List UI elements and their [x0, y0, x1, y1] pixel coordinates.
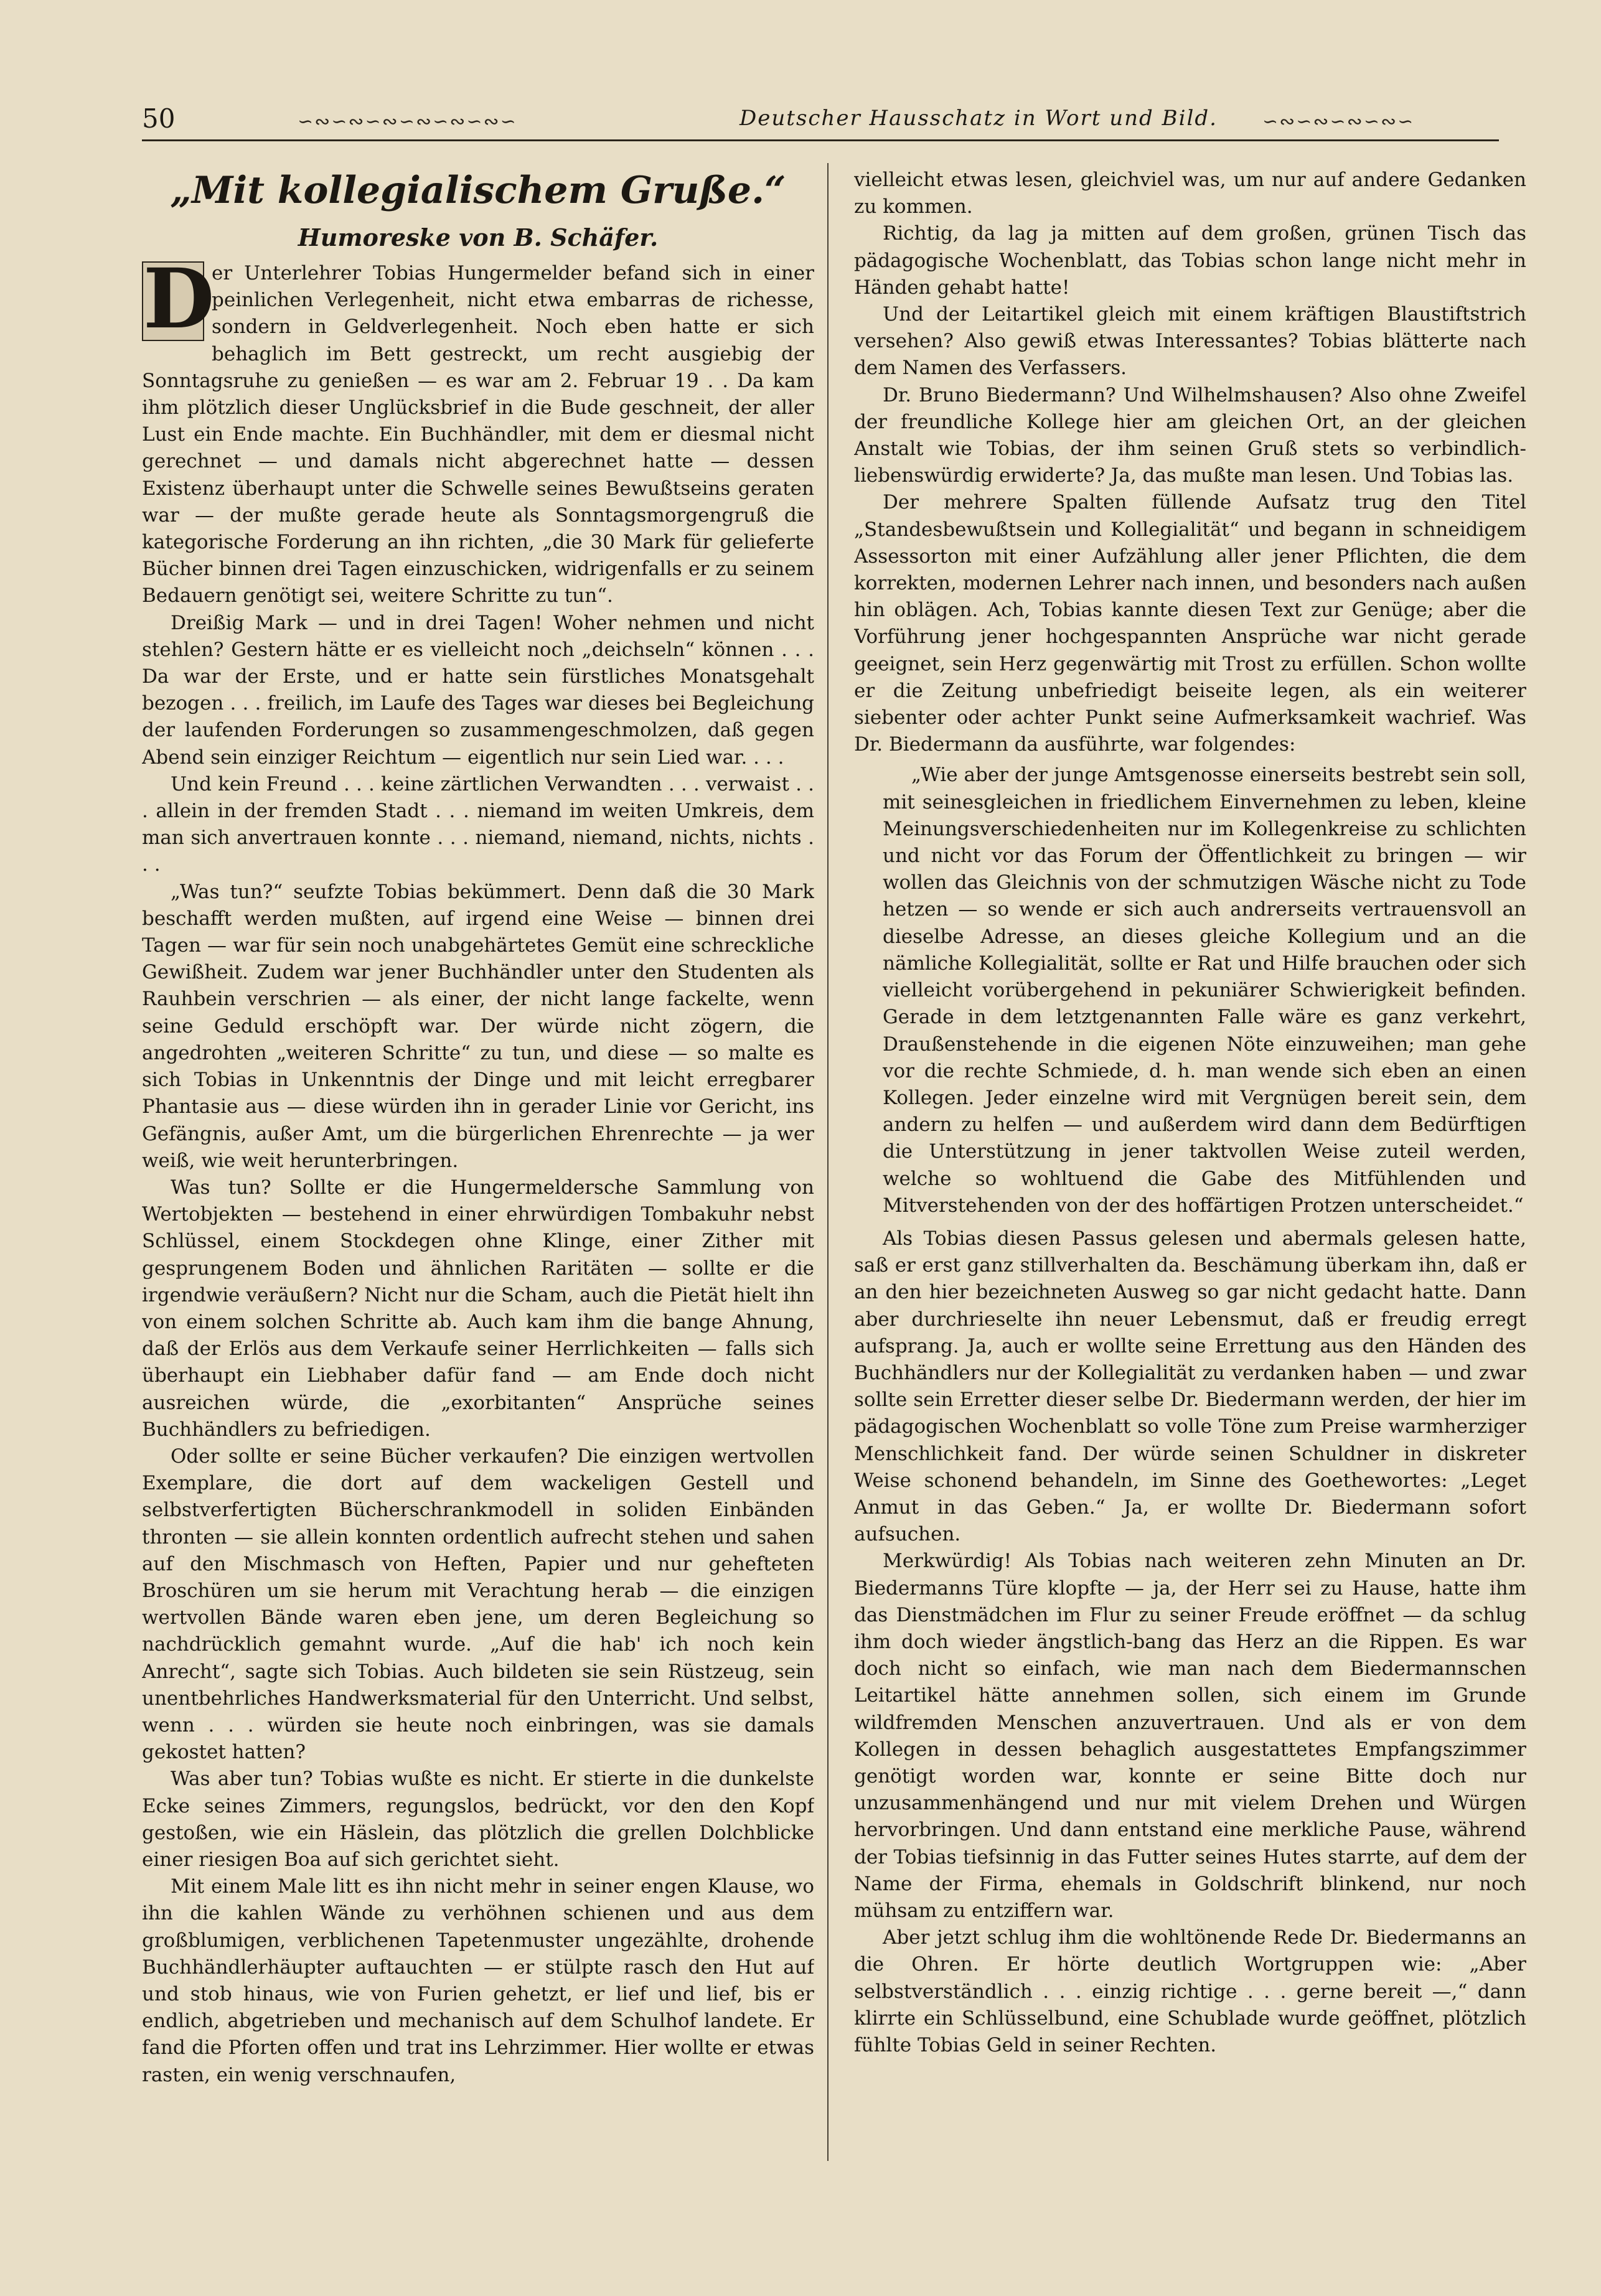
- story-title: „Mit kollegialischem Gruße.“: [170, 169, 786, 212]
- drop-cap: D: [143, 251, 215, 347]
- paragraph: Und der Leitartikel gleich mit einem kräftigen Blaustiftstrich versehen? Also gewiß etwas Interessantes? Tobias blätterte nach dem Namen des Verfassers.: [854, 303, 1526, 380]
- paragraph: Merkwürdig! Als Tobias nach weiteren zehn Minuten an Dr. Biedermanns Türe klopfte — ja, der Herr sei zu Hause, hatte ihm das Dienstmädchen im Flur zu seiner Freude eröffnet — da schlug ihm doch wieder ängstlich-bang das Herz an die Rippen. Es war doch nicht so einfach, wie man nach dem Biedermannschen Leitartikel hätte annehmen sollen, sich einem im Grunde wildfremden Menschen anzuvertrauen. Und als er von dem Kollegen in dessen behaglich ausgestattetes Empfangszimmer genötigt worden war, konnte er seine Bitte doch nur unzusammenhängend und nur mit vielem Drehen und Würgen hervorbringen. Und dann entstand eine merkliche Pause, während der Tobias tiefsinnig in das Futter seines Hutes starrte, auf dem der Name der Firma, ehemals in Goldschrift blinkend, nur noch mühsam zu entziffern war.: [854, 1550, 1526, 1922]
- story-byline: Humoreske von B. Schäfer.: [298, 223, 659, 251]
- paragraph: Und kein Freund . . . keine zärtlichen Verwandten . . . verwaist . . . allein in der fremden Stadt . . . niemand im weiten Umkreis, dem man sich anvertrauen konnte . . . niemand, niemand, nichts, nichts . . .: [142, 772, 814, 876]
- paragraph: Was aber tun? Tobias wußte es nicht. Er stierte in die dunkelste Ecke seines Zimmers, regungslos, bedrückt, vor den den Kopf gestoßen, wie ein Häslein, das plötzlich die grellen Dolchblicke einer riesigen Boa auf sich gerichtet sieht.: [142, 1768, 814, 1871]
- paragraph: Oder sollte er seine Bücher verkaufen? Die einzigen wertvollen Exemplare, die dort auf dem wackeligen Gestell und selbstverfertigten Bücherschrankmodell in soliden Einbänden thronten — sie allein konnten ordentlich aufrecht stehen und sahen auf den Mischmasch von Heften, Papier und nur gehefteten Broschüren um sie herum mit Verachtung herab — die einzigen wertvollen Bände waren eben jene, um deren Begleichung so nachdrücklich gemahnt wurde. „Auf die hab' ich noch kein Anrecht“, sagte sich Tobias. Auch bildeten sie sein Rüstzeug, sein unentbehrliches Handwerksmaterial für den Unterricht. Und selbst, wenn . . . würden sie heute noch einbringen, was sie damals gekostet hatten?: [142, 1445, 814, 1764]
- paragraph: Dreißig Mark — und in drei Tagen! Woher nehmen und nicht stehlen? Gestern hätte er es vielleicht noch „deichseln“ können . . . Da war der Erste, und er hatte sein fürstliches Monatsgehalt bezogen . . . freilich, im Laufe des Tages war dieses bei Begleichung der laufenden Forderungen so zusammengeschmolzen, daß gegen Abend sein einziger Reichtum — eigentlich nur sein Lied war. . . .: [142, 611, 814, 769]
- column-divider: [827, 163, 829, 2161]
- quote-text: „Wie aber der junge Amtsgenosse einerseits bestrebt sein soll, mit seinesgleichen in friedlichem Einvernehmen zu leben, kleine Meinungsverschiedenheiten nur im Kollegenkreise zu schlichten und nicht vor das Forum der Öffentlichkeit zu bringen — wir wollen das Gleichnis von der schmutzigen Wäsche nicht zu Tode hetzen — so wende er sich auch andrerseits vertrauensvoll an dieselbe Adresse, an dieses gleiche Kollegium und an die nämliche Kollegialität, sollte er Rat und Hilfe brauchen oder sich vielleicht vorübergehend in pekuniärer Schwierigkeit befinden. Gerade in dem letztgenannten Falle wäre es ganz verkehrt, Draußenstehende in die eigenen Nöte einzuweihen; man gehe vor die rechte Schmiede, d. h. man wende sich eben an einen Kollegen. Jeder einzelne wird mit Vergnügen bereit sein, dem andern zu helfen — und außerdem wird dann dem Bedürftigen die Unterstützung in jener taktvollen Weise zuteil werden, welche so wohltuend die Gabe des Mitfühlenden und Mitverstehenden von der des hoffärtigen Protzen unterscheidet.“: [883, 764, 1526, 1217]
- ornament-right: ∽∾∽∾∽∾∽∾∽: [1262, 111, 1415, 133]
- paragraph: Aber jetzt schlug ihm die wohltönende Rede Dr. Biedermanns an die Ohren. Er hörte deutlich Wortgruppen wie: „Aber selbstverständlich . . . einzig richtige . . . gerne bereit —,“ dann klirrte ein Schlüsselbund, eine Schublade wurde geöffnet, plötzlich fühlte Tobias Geld in seiner Rechten.: [854, 1926, 1526, 2057]
- paragraph: [142, 251, 814, 610]
- paragraph: „Was tun?“ seufzte Tobias bekümmert. Denn daß die 30 Mark beschafft werden mußten, auf irgend eine Weise — binnen drei Tagen — war für sein noch unabgehärtetes Gemüt eine schreckliche Gewißheit. Zudem war jener Buchhändler unter den Studenten als Rauhbein verschrien — als einer, der nicht lange fackelte, wenn seine Geduld erschöpft war. Der würde nicht zögern, die angedrohten „weiteren Schritte“ zu tun, und diese — so malte es sich Tobias in Unkenntnis der Dinge und mit leicht erregbarer Phantasie aus — diese würden ihn in gerader Linie vor Gericht, ins Gefängnis, außer Amt, um die bürgerlichen Ehrenrechte — ja wer weiß, wie weit herunterbringen.: [142, 880, 814, 1172]
- running-title: Deutscher Hausschatz in Wort und Bild.: [739, 106, 1218, 131]
- paragraph: vielleicht etwas lesen, gleichviel was, um nur auf andere Gedanken zu kommen.: [854, 169, 1526, 218]
- paragraph: Der mehrere Spalten füllende Aufsatz trug den Titel „Standesbewußtsein und Kollegialität“ und begann in schneidigem Assessorton mit einer Aufzählung aller jener Pflichten, die dem korrekten, modernen Lehrer nach innen, und besonders nach außen hin oblägen. Ach, Tobias kannte diesen Text zur Genüge; aber die Vorführung jener hochgespannten Ansprüche war nicht gerade geeignet, sein Herz gegenwärtig mit Trost zu erfüllen. Schon wollte er die Zeitung unbefriedigt beiseite legen, als ein weiterer siebenter oder achter Punkt seine Aufmerksamkeit wachrief. Was Dr. Biedermann da ausführte, war folgendes:: [854, 491, 1526, 756]
- paragraph: Richtig, da lag ja mitten auf dem großen, grünen Tisch das pädagogische Wochenblatt, das Tobias schon lange nicht mehr in Händen gehabt hatte!: [854, 222, 1526, 299]
- ornament-left: ∽∾∽∾∽∾∽∾∽∾∽∾∽: [298, 111, 517, 133]
- left-column: [142, 156, 814, 2166]
- paragraph: Mit einem Male litt es ihn nicht mehr in seiner engen Klause, wo ihn die kahlen Wände zu verhöhnen schienen und aus dem großblumigen, verblichenen Tapetenmuster ungezählte, drohende Buchhändlerhäupter auftauchten — er stülpte rasch den Hut auf und stob hinaus, wie von Furien gehetzt, er lief und lief, bis er endlich, abgetrieben und mechanisch auf dem Schulhof landete. Er fand die Pforten offen und trat ins Lehrzimmer. Hier wollte er etwas rasten, ein wenig verschnaufen,: [142, 1875, 814, 2086]
- page-header: [142, 100, 1499, 141]
- paragraph: Was tun? Sollte er die Hungermeldersche Sammlung von Wertobjekten — bestehend in einer ehrwürdigen Tombakuhr nebst Schlüssel, einem Stockdegen ohne Klinge, einer Zither mit gesprungenem Boden und ähnlichen Raritäten — sollte er die irgendwie veräußern? Nicht nur die Scham, auch die Pietät hielt ihn von einem solchen Schritte ab. Auch kam ihm die bange Ahnung, daß der Erlös aus dem Verkaufe seiner Herrlichkeiten — falls sich überhaupt ein Liebhaber dafür fand — am Ende doch nicht ausreichen würde, die „exorbitanten“ Ansprüche seines Buchhändlers zu befriedigen.: [142, 1176, 814, 1441]
- page-number: 50: [142, 103, 176, 134]
- paragraph-text: er Unterlehrer Tobias Hungermelder befand sich in einer peinlichen Verlegenheit, nicht etwa embarras de richesse, sondern in Geldverlegenheit. Noch eben hatte er sich behaglich im Bett gestreckt, um recht ausgiebig der Sonntagsruhe zu genießen — es war am 2. Februar 19 . . Da kam ihm plötzlich dieser Unglücksbrief in die Bude geschneit, der aller Lust ein Ende machte. Ein Buchhändler, mit dem er diesmal nicht gerechnet — und damals nicht abgerechnet hatte — dessen Existenz überhaupt unter die Schwelle seines Bewußtseins geraten war — der mußte gerade heute als Sonntagsmorgengruß die kategorische Forderung an ihn richten, „die 30 Mark für gelieferte Bücher binnen drei Tagen einzuschicken, widrigenfalls er zu seinem Bedauern genötigt sei, weitere Schritte zu tun“.: [142, 262, 814, 607]
- block-quote: [854, 762, 1526, 1219]
- paragraph: Dr. Bruno Biedermann? Und Wilhelmshausen? Also ohne Zweifel der freundliche Kollege hier am gleichen Ort, an der gleichen Anstalt wie Tobias, der ihm seinen Gruß stets so verbindlich-liebenswürdig erwiderte? Ja, das mußte man lesen. Und Tobias las.: [854, 383, 1526, 487]
- right-column: [854, 167, 1526, 2177]
- paragraph: Als Tobias diesen Passus gelesen und abermals gelesen hatte, saß er erst ganz stillverhalten da. Beschämung überkam ihn, daß er an den hier bezeichneten Ausweg so gar nicht gedacht hatte. Dann aber durchrieselte ihn neuer Lebensmut, daß er freudig erregt aufsprang. Ja, auch er wollte seine Errettung aus den Händen des Buchhändlers nur der Kollegialität zu verdanken haben — und zwar sollte sein Erretter dieser selbe Dr. Biedermann werden, der hier im pädagogischen Wochenblatt so volle Töne zum Preise warmherziger Menschlichkeit fand. Der würde seinen Schuldner in diskreter Weise schonend behandeln, im Sinne des Goethewortes: „Leget Anmut in das Geben.“ Ja, er wollte Dr. Biedermann sofort aufsuchen.: [854, 1227, 1526, 1546]
